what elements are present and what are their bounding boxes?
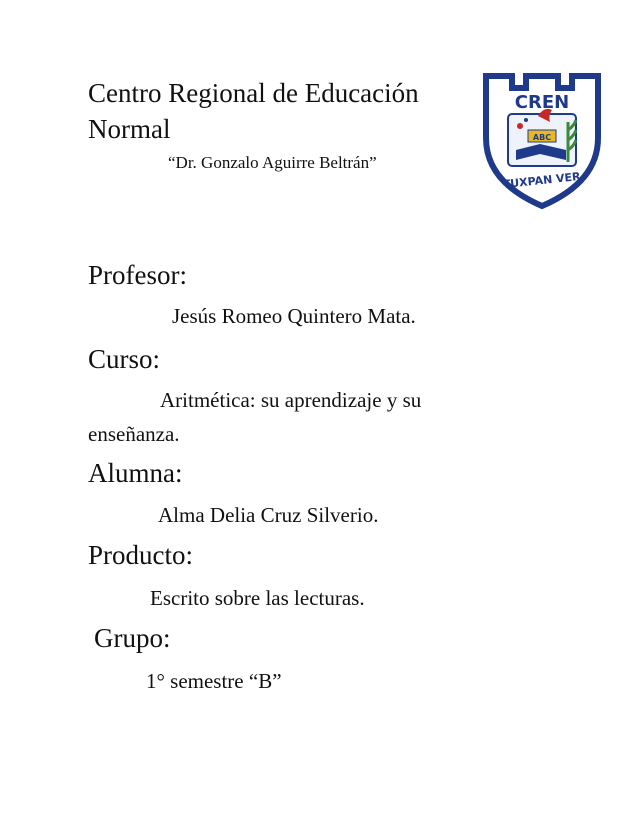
profesor-label: Profesor: [88, 260, 187, 290]
crest-top-text: CREN [514, 92, 570, 113]
institution-name-line1: Centro Regional de Educación [88, 78, 419, 108]
decor-dot [524, 118, 528, 122]
grupo-value: 1° semestre “B” [146, 669, 282, 693]
curso-value-line1: Aritmética: su aprendizaje y su [160, 388, 422, 412]
producto-value: Escrito sobre las lecturas. [150, 586, 365, 610]
decor-dot [517, 123, 523, 129]
grupo-label: Grupo: [94, 623, 171, 653]
school-name: “Dr. Gonzalo Aguirre Beltrán” [168, 153, 377, 172]
crest-letters: ABC [532, 133, 552, 142]
curso-label: Curso: [88, 344, 161, 374]
producto-label: Producto: [88, 540, 193, 570]
crest-bottom-text: TUXPAN VER [502, 169, 582, 192]
cren-school-crest-icon [480, 70, 604, 210]
institution-name-line2: Normal [88, 114, 171, 144]
profesor-value: Jesús Romeo Quintero Mata. [172, 304, 416, 328]
alumna-label: Alumna: [88, 458, 183, 488]
alumna-value: Alma Delia Cruz Silverio. [158, 503, 379, 527]
curso-value-line2: enseñanza. [88, 422, 180, 446]
